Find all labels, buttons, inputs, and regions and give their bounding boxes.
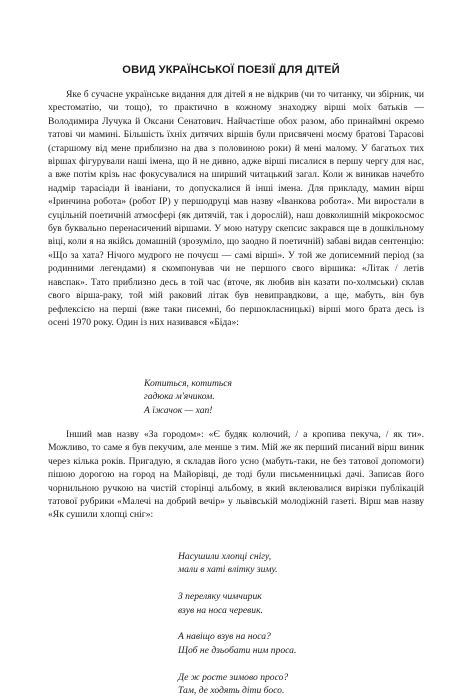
paragraph-2-text: Інший мав назву «За городом»: «Є будяк колючий, / а кропива пекуча, / як ти». Можливо, то саме я був пекучим, але менше з тим. Мій же як перший писаний вірш виник через кілька років. Пригадую, я складав його усно (мабуть-таки, не без татової допомоги) пішою дорогою на город на Майорівці, де тоді були письменницькі дачі. Записав його чорнильною ручкою на чистій сторінці альбому, в який вклеювалися вирізки публікацій татової рубрики «Малечі на добрий вечір» у львівській молодіжній газеті. Вірш мав назву «Як сушили хлопці сніг»: — [48, 429, 424, 521]
paragraph-1-text: Яке б сучасне українське видання для дітей я не відкрив (чи то читанку, чи збірник, чи хрестоматію, чи тощо), то практично в кожному знаходжу вірші моїх батьків — Володимира Лучука й Оксани Сенатович. Найчастіше обох разом, або принаймні окремо татові чи мамині. Більшість їхніх дитячих віршів були присвячені моєму братові Тарасові (старшому від мене приблизно на два з половиною роки) й мені малому. У багатьох тих віршах фігурували наші імена, що й не дивно, адже вірші писалися в першу чергу для нас, а вже потім крізь нас фокусувалися на ширший читацький загал. Коли ж виникав начебто надмір тарасіади й іваніани, то допускалися й інші імена. Для прикладу, мамин вірш «Іринчина робота» (робот ІР) у першодруці мав назву «Іванкова робота». Ми виростали в суцільній поетичній атмосфері (як дитячій, так і дорослій), наш довколишній мікрокосмос був буквально перенасичений віршами. У мою натуру скепсис закрався ще в дошкільному віці, коли я на якійсь домашній (зрозуміло, що заодно й поетичній) забаві видав сентенцію: «Що за хата? Нічого мудрого не почуєш — самі вірші». У той же дописемний період (за родинними легендами) я скомпонував чи не першого свого віршика: «Літак / летів навспак». Тато приблизно десь в той час (вточе, як любив він казати по-холмськи) склав свого вірша-раку, той мій раковий літак був невиправдкови, а ще, мабуть, він був рефлексією на перші (вже таки писемні, бо першокласницькі) вірші мого брата десь із осені 1970 року. Один із них називався «Біда»: — [48, 89, 424, 328]
poem-line: А їжачок — хап! — [144, 404, 213, 416]
poem-line: Насушили хлопці снігу, — [178, 551, 272, 562]
poem-line: Де ж росте зимово просо? — [178, 671, 289, 683]
paragraph-1 — [48, 88, 424, 329]
poem-stanza — [178, 590, 296, 617]
poem-snig — [178, 550, 296, 697]
page-title: ОВИД УКРАЇНСЬКОЇ ПОЕЗІЇ ДЛЯ ДІТЕЙ — [122, 64, 340, 76]
paragraph-2 — [48, 428, 424, 522]
poem-line: мали в хаті влітку зиму. — [178, 564, 278, 576]
poem-line: гадюка м'ячиком. — [144, 391, 215, 403]
poem-line: З переляку чимчирик — [178, 591, 262, 603]
poem-line: Щоб не дзьобати ним проса. — [178, 644, 297, 656]
poem-line: А навіщо взув на носа? — [178, 631, 271, 643]
poem-stanza — [178, 630, 296, 657]
poem-line: Котиться, котиться — [144, 378, 232, 389]
poem-line: Там, де ходять діти босо. — [178, 685, 285, 697]
poem-stanza — [144, 377, 232, 417]
poem-bida — [144, 377, 232, 417]
poem-stanza — [178, 671, 296, 697]
poem-stanza — [178, 550, 296, 577]
poem-line: взув на носа черевик. — [178, 604, 263, 616]
